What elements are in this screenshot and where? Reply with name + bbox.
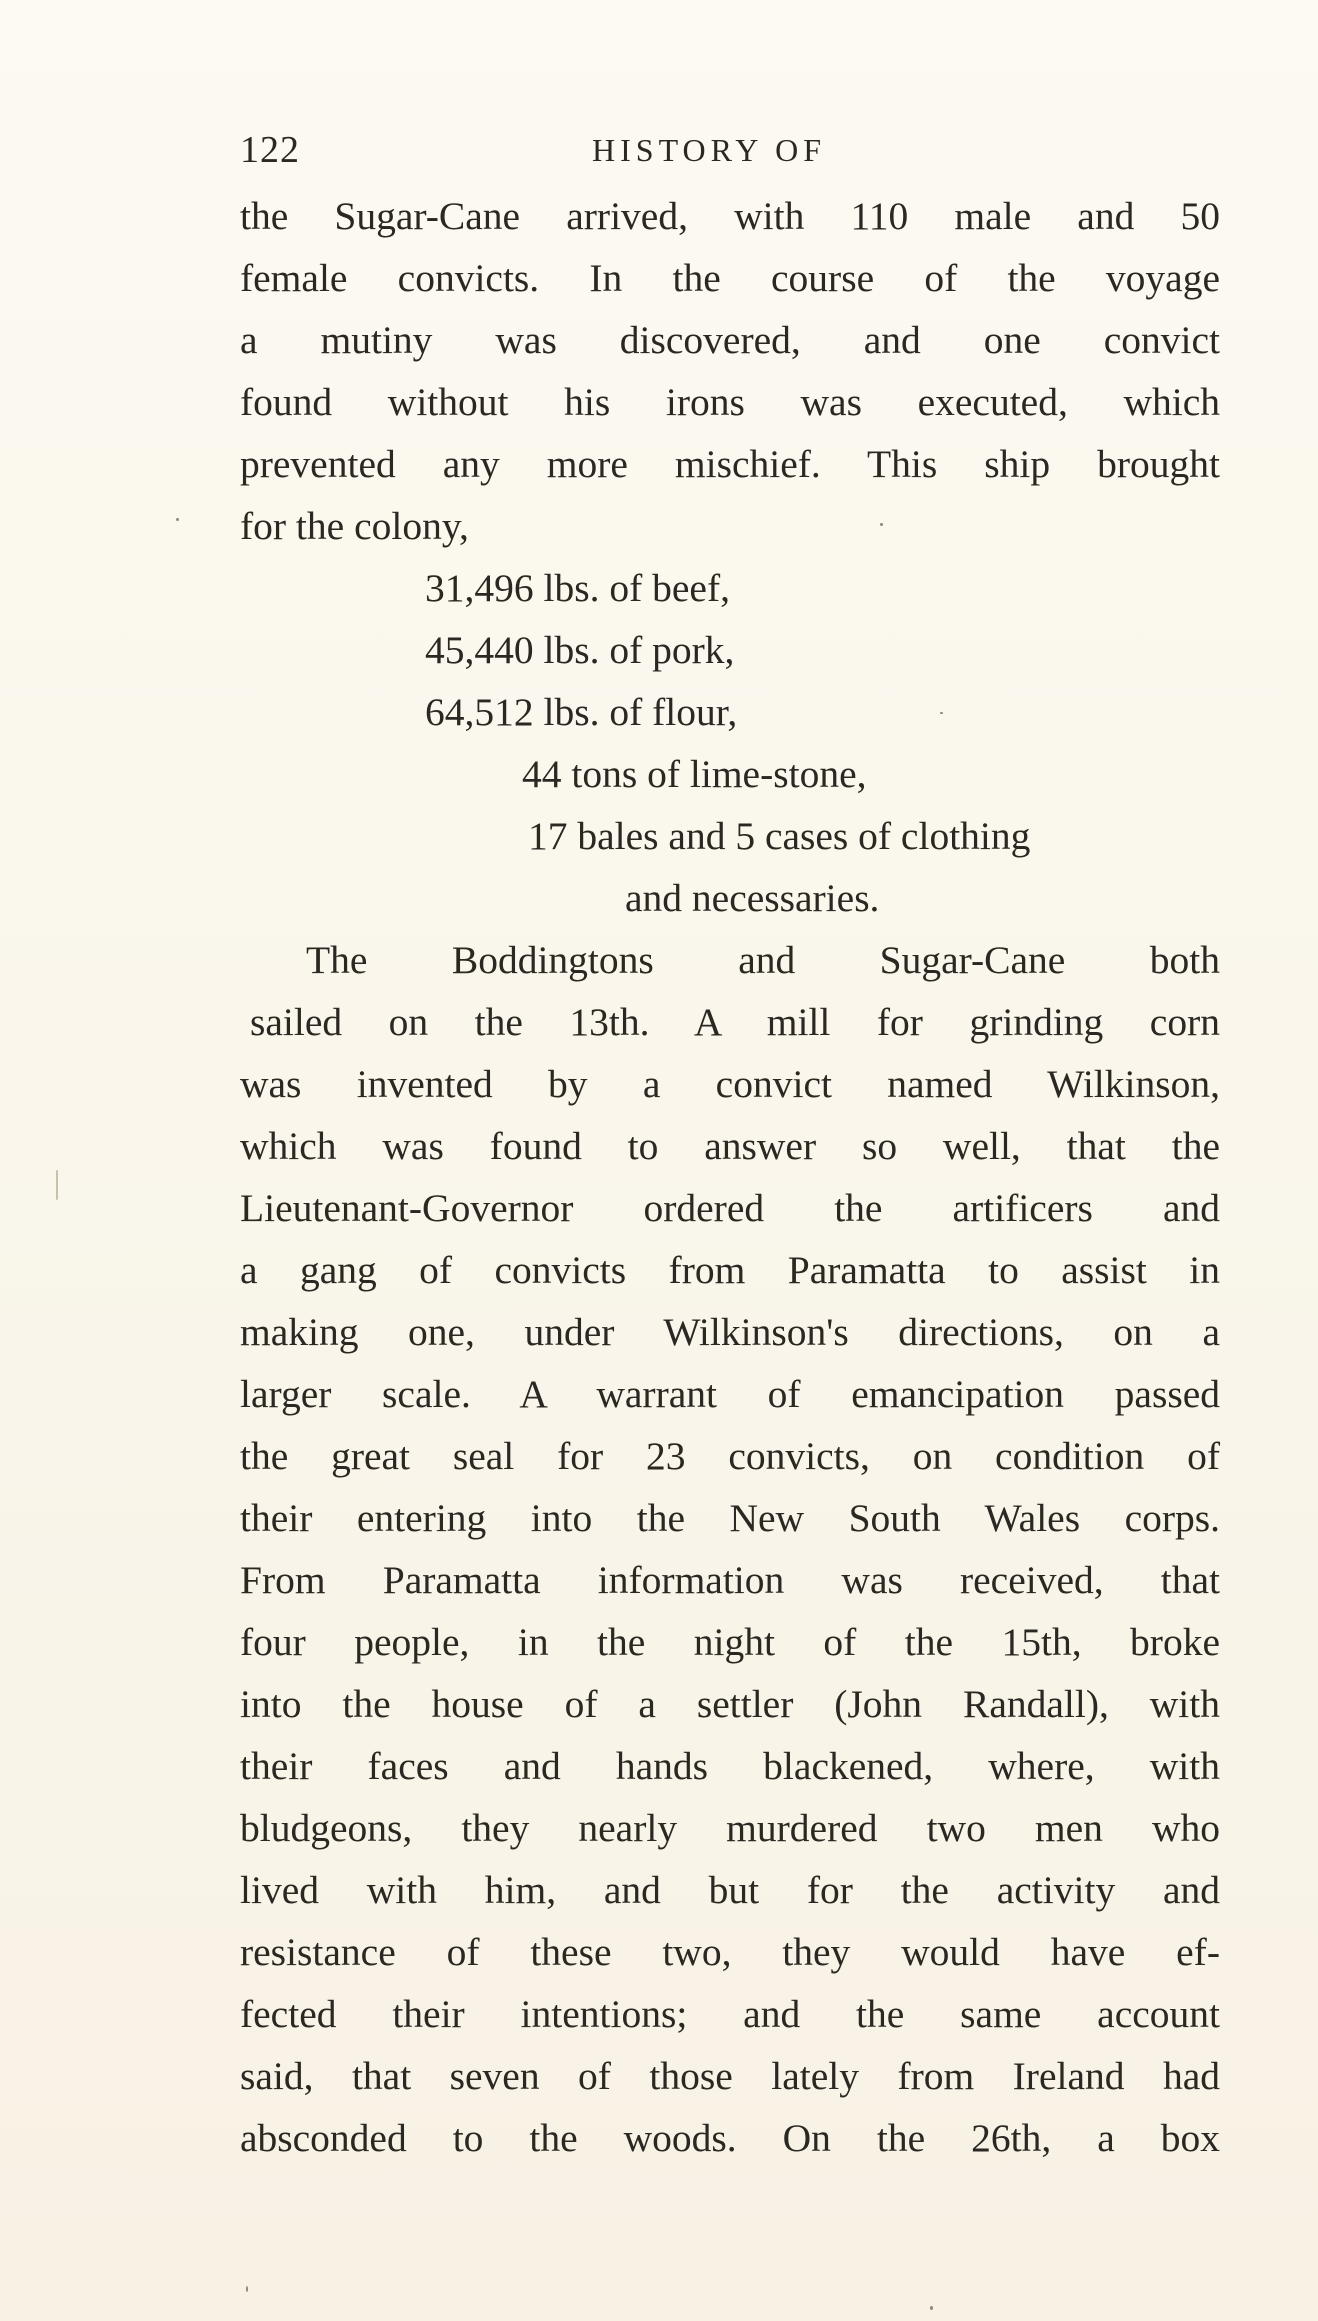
running-head: HISTORY OF (592, 132, 827, 168)
store-item: 44 tons of lime-stone, (522, 752, 867, 796)
text-line: a mutiny was discovered, and one convict (240, 318, 1220, 362)
paper-speck (246, 2286, 248, 2292)
store-item: 45,440 lbs. of pork, (425, 628, 735, 672)
text-line: making one, under Wilkinson's directions, on a (240, 1310, 1220, 1354)
paper-speck (940, 712, 943, 714)
store-item: 17 bales and 5 cases of clothing (528, 814, 1031, 858)
text-line: Lieutenant-Governor ordered the artificers and (240, 1186, 1220, 1230)
text-line: larger scale. A warrant of emancipation passed (240, 1372, 1220, 1416)
text-line: for the colony, (240, 504, 469, 548)
text-line: sailed on the 13th. A mill for grinding corn (250, 1000, 1220, 1044)
text-line: their faces and hands blackened, where, with (240, 1744, 1220, 1788)
text-line: the great seal for 23 convicts, on condition of (240, 1434, 1220, 1478)
paper-speck (880, 523, 883, 526)
text-line: was invented by a convict named Wilkinson, (240, 1062, 1220, 1106)
text-line: lived with him, and but for the activity and (240, 1868, 1220, 1912)
store-item: 31,496 lbs. of beef, (425, 566, 730, 610)
page-header (240, 128, 1220, 178)
text-line: From Paramatta information was received, that (240, 1558, 1220, 1602)
text-line: female convicts. In the course of the voyage (240, 256, 1220, 300)
page-number: 122 (240, 129, 300, 171)
text-line: absconded to the woods. On the 26th, a box (240, 2116, 1220, 2160)
text-line: The Boddingtons and Sugar-Cane both (306, 938, 1220, 982)
paper-speck (56, 1170, 58, 1200)
text-line: bludgeons, they nearly murdered two men who (240, 1806, 1220, 1850)
text-line: which was found to answer so well, that the (240, 1124, 1220, 1168)
store-item: 64,512 lbs. of flour, (425, 690, 738, 734)
text-line: fected their intentions; and the same account (240, 1992, 1220, 2036)
paper-speck (176, 518, 179, 521)
text-line: the Sugar-Cane arrived, with 110 male and 50 (240, 194, 1220, 238)
paper-speck (930, 2306, 933, 2310)
text-line: resistance of these two, they would have ef- (240, 1930, 1220, 1974)
text-line: found without his irons was executed, which (240, 380, 1220, 424)
text-line: four people, in the night of the 15th, broke (240, 1620, 1220, 1664)
text-line: a gang of convicts from Paramatta to assist in (240, 1248, 1220, 1292)
text-line: prevented any more mischief. This ship brought (240, 442, 1220, 486)
text-line: their entering into the New South Wales corps. (240, 1496, 1220, 1540)
text-line: into the house of a settler (John Randall), with (240, 1682, 1220, 1726)
text-line: said, that seven of those lately from Ireland had (240, 2054, 1220, 2098)
store-item: and necessaries. (625, 876, 880, 920)
